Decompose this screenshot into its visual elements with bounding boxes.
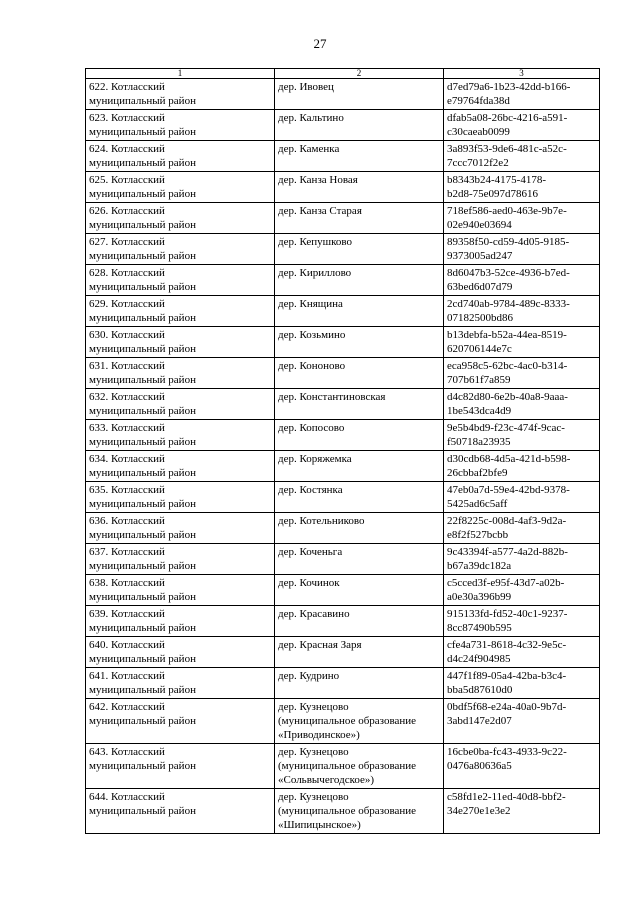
column-header-3: 3 (444, 69, 600, 79)
district-cell (86, 79, 275, 110)
district-cell (86, 668, 275, 699)
settlement-cell-text: дер. Кузнецово (муниципальное образование «Сольвычегодское») (278, 746, 417, 786)
district-cell-text: 636. Котласский муниципальный район (89, 515, 196, 541)
district-cell (86, 699, 275, 744)
district-cell-text: 630. Котласский муниципальный район (89, 329, 196, 355)
uuid-cell-text: 2cd740ab-9784-489c-8333- 07182500bd86 (447, 298, 570, 324)
settlement-cell (275, 451, 444, 482)
district-cell-text: 638. Котласский муниципальный район (89, 577, 196, 603)
uuid-cell (444, 637, 600, 668)
uuid-cell-text: 9c43394f-a577-4a2d-882b- b67a39dc182a (447, 546, 568, 572)
settlement-cell (275, 513, 444, 544)
uuid-cell (444, 172, 600, 203)
uuid-cell-text: d30cdb68-4d5a-421d-b598- 26cbbaf2bfe9 (447, 453, 571, 479)
district-cell-text: 641. Котласский муниципальный район (89, 670, 196, 696)
settlement-cell (275, 668, 444, 699)
settlement-cell (275, 265, 444, 296)
uuid-cell (444, 699, 600, 744)
settlement-cell (275, 234, 444, 265)
uuid-cell (444, 744, 600, 789)
uuid-cell (444, 606, 600, 637)
district-cell-text: 628. Котласский муниципальный район (89, 267, 196, 293)
uuid-cell-text: 9e5b4bd9-f23c-474f-9cac- f50718a23935 (447, 422, 565, 448)
table-row (86, 789, 600, 834)
uuid-cell (444, 789, 600, 834)
district-cell (86, 141, 275, 172)
uuid-cell-text: 447f1f89-05a4-42ba-b3c4- bba5d87610d0 (447, 670, 567, 696)
table-row (86, 513, 600, 544)
uuid-cell-text: 915133fd-fd52-40c1-9237- 8cc87490b595 (447, 608, 568, 634)
settlement-cell (275, 699, 444, 744)
settlement-cell-text: дер. Кузнецово (муниципальное образование «Приводинское») (278, 701, 417, 741)
table-row (86, 327, 600, 358)
district-cell-text: 634. Котласский муниципальный район (89, 453, 196, 479)
uuid-cell (444, 110, 600, 141)
district-cell (86, 234, 275, 265)
district-cell (86, 513, 275, 544)
settlement-cell-text: дер. Козьмино (278, 329, 346, 341)
uuid-cell-text: cfe4a731-8618-4c32-9e5c- d4c24f904985 (447, 639, 567, 665)
settlement-cell-text: дер. Котельниково (278, 515, 365, 527)
table-row (86, 575, 600, 606)
uuid-cell-text: 718ef586-aed0-463e-9b7e- 02e940e03694 (447, 205, 567, 231)
settlement-cell-text: дер. Канза Старая (278, 205, 362, 217)
table-row (86, 110, 600, 141)
settlement-cell-text: дер. Кононово (278, 360, 346, 372)
table-row (86, 606, 600, 637)
uuid-cell-text: b13debfa-b52a-44ea-8519- 620706144e7c (447, 329, 567, 355)
column-header-1: 1 (86, 69, 275, 79)
district-cell-text: 643. Котласский муниципальный район (89, 746, 196, 772)
district-cell-text: 635. Котласский муниципальный район (89, 484, 196, 510)
district-cell (86, 420, 275, 451)
table-row (86, 699, 600, 744)
district-cell (86, 451, 275, 482)
settlement-cell (275, 637, 444, 668)
table-row (86, 389, 600, 420)
uuid-cell (444, 327, 600, 358)
settlements-table (85, 68, 600, 834)
settlement-cell (275, 79, 444, 110)
district-cell-text: 627. Котласский муниципальный район (89, 236, 196, 262)
table-row (86, 141, 600, 172)
table-row (86, 637, 600, 668)
settlement-cell-text: дер. Кочинок (278, 577, 340, 589)
district-cell-text: 637. Котласский муниципальный район (89, 546, 196, 572)
settlement-cell (275, 744, 444, 789)
settlement-cell (275, 203, 444, 234)
table-row (86, 203, 600, 234)
table-row (86, 744, 600, 789)
settlement-cell (275, 172, 444, 203)
table-row (86, 172, 600, 203)
uuid-cell (444, 79, 600, 110)
uuid-cell-text: 89358f50-cd59-4d05-9185- 9373005ad247 (447, 236, 570, 262)
uuid-cell (444, 575, 600, 606)
district-cell (86, 482, 275, 513)
uuid-cell-text: 47eb0a7d-59e4-42bd-9378- 5425ad6c5aff (447, 484, 570, 510)
table-row (86, 420, 600, 451)
uuid-cell (444, 358, 600, 389)
table-row (86, 668, 600, 699)
district-cell (86, 606, 275, 637)
uuid-cell (444, 482, 600, 513)
settlement-cell-text: дер. Кузнецово (муниципальное образование «Шипицынское») (278, 791, 417, 831)
district-cell-text: 631. Котласский муниципальный район (89, 360, 196, 386)
table-row (86, 265, 600, 296)
settlement-cell-text: дер. Каменка (278, 143, 340, 155)
uuid-cell-text: d7ed79a6-1b23-42dd-b166- e79764fda38d (447, 81, 571, 107)
uuid-cell (444, 234, 600, 265)
settlement-cell (275, 296, 444, 327)
settlement-cell-text: дер. Канза Новая (278, 174, 358, 186)
page-number: 27 (313, 36, 327, 51)
settlement-cell (275, 606, 444, 637)
uuid-cell (444, 451, 600, 482)
settlement-cell (275, 544, 444, 575)
uuid-cell-text: 3a893f53-9de6-481c-a52c- 7ccc7012f2e2 (447, 143, 567, 169)
uuid-cell (444, 141, 600, 172)
uuid-cell (444, 668, 600, 699)
district-cell (86, 327, 275, 358)
settlement-cell-text: дер. Кепушково (278, 236, 353, 248)
district-cell-text: 623. Котласский муниципальный район (89, 112, 196, 138)
district-cell-text: 622. Котласский муниципальный район (89, 81, 196, 107)
uuid-cell-text: eca958c5-62bc-4ac0-b314- 707b61f7a859 (447, 360, 568, 386)
uuid-cell-text: c5cced3f-e95f-43d7-a02b- a0e30a396b99 (447, 577, 565, 603)
district-cell-text: 642. Котласский муниципальный район (89, 701, 196, 727)
uuid-cell-text: dfab5a08-26bc-4216-a591- c30caeab0099 (447, 112, 568, 138)
district-cell (86, 744, 275, 789)
uuid-cell (444, 389, 600, 420)
table-row (86, 296, 600, 327)
uuid-cell (444, 296, 600, 327)
settlement-cell (275, 389, 444, 420)
settlement-cell (275, 575, 444, 606)
district-cell-text: 632. Котласский муниципальный район (89, 391, 196, 417)
settlement-cell-text: дер. Константиновская (278, 391, 386, 403)
district-cell-text: 624. Котласский муниципальный район (89, 143, 196, 169)
district-cell-text: 633. Котласский муниципальный район (89, 422, 196, 448)
table-row (86, 482, 600, 513)
settlement-cell-text: дер. Копосово (278, 422, 345, 434)
district-cell (86, 110, 275, 141)
table-row (86, 234, 600, 265)
column-header-2: 2 (275, 69, 444, 79)
settlement-cell-text: дер. Костянка (278, 484, 343, 496)
district-cell (86, 575, 275, 606)
district-cell-text: 640. Котласский муниципальный район (89, 639, 196, 665)
district-cell (86, 789, 275, 834)
district-cell (86, 172, 275, 203)
uuid-cell (444, 420, 600, 451)
uuid-cell-text: d4c82d80-6e2b-40a8-9aaa- 1be543dca4d9 (447, 391, 568, 417)
uuid-cell (444, 265, 600, 296)
district-cell (86, 203, 275, 234)
settlement-cell-text: дер. Красавино (278, 608, 350, 620)
table-row (86, 358, 600, 389)
district-cell-text: 625. Котласский муниципальный район (89, 174, 196, 200)
district-cell (86, 389, 275, 420)
uuid-cell-text: 0bdf5f68-e24a-40a0-9b7d- 3abd147e2d07 (447, 701, 567, 727)
district-cell (86, 265, 275, 296)
table-row (86, 451, 600, 482)
settlement-cell-text: дер. Кириллово (278, 267, 352, 279)
uuid-cell-text: 16cbe0ba-fc43-4933-9c22- 0476a80636a5 (447, 746, 567, 772)
district-cell (86, 358, 275, 389)
settlement-cell-text: дер. Княщина (278, 298, 343, 310)
settlement-cell-text: дер. Кальтино (278, 112, 344, 124)
settlement-cell (275, 482, 444, 513)
uuid-cell-text: 8d6047b3-52ce-4936-b7ed- 63bed6d07d79 (447, 267, 570, 293)
district-cell (86, 544, 275, 575)
settlement-cell-text: дер. Коченьга (278, 546, 343, 558)
settlement-cell-text: дер. Ивовец (278, 81, 334, 93)
district-cell-text: 626. Котласский муниципальный район (89, 205, 196, 231)
table-row (86, 544, 600, 575)
uuid-cell-text: b8343b24-4175-4178- b2d8-75e097d78616 (447, 174, 546, 200)
table-body (86, 79, 600, 834)
settlement-cell (275, 327, 444, 358)
uuid-cell-text: 22f8225c-008d-4af3-9d2a- e8f2f527bcbb (447, 515, 567, 541)
settlement-cell-text: дер. Кудрино (278, 670, 340, 682)
settlement-cell (275, 141, 444, 172)
uuid-cell (444, 544, 600, 575)
table-row (86, 79, 600, 110)
settlement-cell-text: дер. Красная Заря (278, 639, 362, 651)
district-cell-text: 644. Котласский муниципальный район (89, 791, 196, 817)
district-cell-text: 639. Котласский муниципальный район (89, 608, 196, 634)
uuid-cell (444, 203, 600, 234)
settlement-cell (275, 110, 444, 141)
district-cell-text: 629. Котласский муниципальный район (89, 298, 196, 324)
settlement-cell (275, 789, 444, 834)
settlement-cell (275, 420, 444, 451)
district-cell (86, 296, 275, 327)
table-header-row (86, 69, 600, 79)
settlement-cell (275, 358, 444, 389)
settlement-cell-text: дер. Коряжемка (278, 453, 352, 465)
uuid-cell-text: c58fd1e2-11ed-40d8-bbf2- 34e270e1e3e2 (447, 791, 566, 817)
uuid-cell (444, 513, 600, 544)
district-cell (86, 637, 275, 668)
